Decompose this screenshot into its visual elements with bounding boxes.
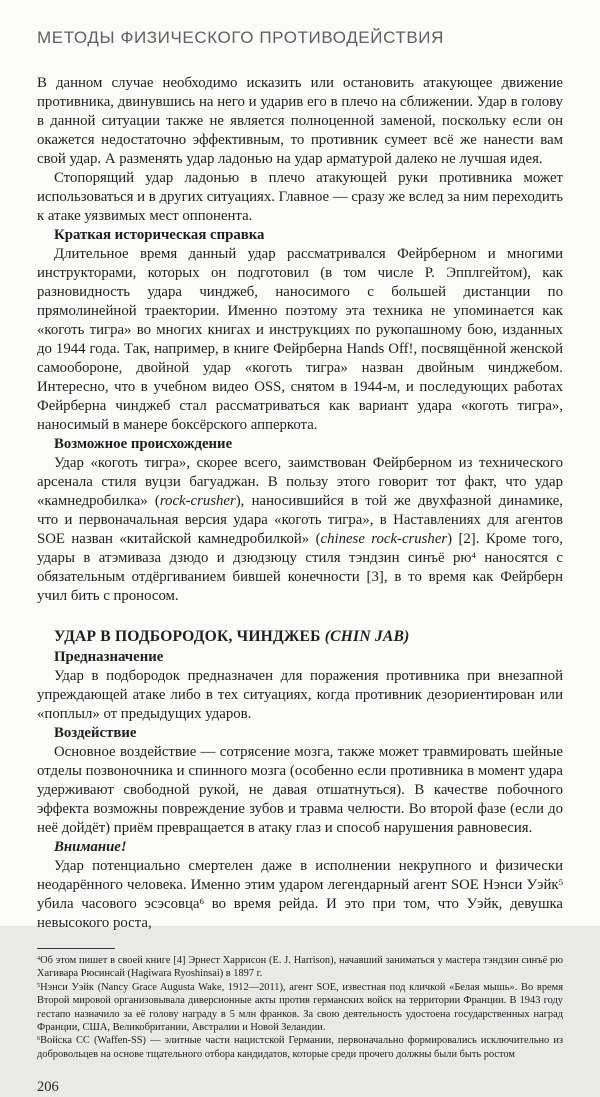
text-run: Нэнси Уэйк (Nancy Grace Augusta Wake, 1912—2011), агент SOE, известная под кличкой «Белая мышь». Во время Второй мировой организовывала диверсионные акты против германских войск на территории Франции. В 1943 году гестапо назначило за её голову награду в 5 млн франков. За свою деятельность удостоена государственных наград Франции, США, Великобритании, Австралии и Новой Зеландии.: [37, 981, 563, 1034]
text-run: Удар «коготь тигра», скорее всего, заимствован Фейрберном из технического арсенала стиля вуцзи багуаджан. В пользу этого говорит тот факт, что удар «камнедробилка» (: [37, 455, 563, 509]
footnote: [37, 981, 563, 1035]
paragraph: [37, 454, 563, 606]
text-run: Возможное происхождение: [54, 436, 233, 452]
text-run: Предназначение: [54, 649, 164, 665]
footnote-marker: 4: [471, 549, 476, 560]
paragraph: [37, 245, 563, 435]
paragraph: [37, 169, 563, 226]
footnotes: [37, 954, 563, 1061]
footnote: [37, 954, 563, 981]
text-run: ), наносившийся в той же двухфазной динамике, что и первоначальная версия удара «коготь тигра», в Наставлениях для агентов SOE назван «китайской камнедробилкой» (: [37, 493, 563, 547]
subsection-heading-warning: [37, 838, 563, 857]
subsection-heading-origin: [37, 435, 563, 454]
text-run: Удар потенциально смертелен даже в исполнении некрупного и физически неодарённого человека. Именно этим ударом легендарный агент SOE Нэнси Уэйк: [37, 858, 563, 893]
text-run: Удар в подбородок предназначен для поражения противника при внезапной упреждающей атаке либо в тех ситуациях, когда противник дезориентирован или «поплыл» от предыдущих ударов.: [37, 668, 563, 722]
page-body: [37, 74, 563, 933]
paragraph: [37, 857, 563, 933]
text-run: наносятся с обязательным отдёргиванием бившей конечности [3], в то время как Фейрберн учил бить с проносом.: [37, 550, 563, 604]
running-header: МЕТОДЫ ФИЗИЧЕСКОГО ПРОТИВОДЕЙСТВИЯ: [37, 28, 445, 47]
text-run: rock-crusher: [159, 493, 236, 509]
text-run: Войска СС (Waffen-SS) — элитные части нацистской Германии, первоначально формировались исключительно из добровольцев на основе тщательного отбора кандидатов, которые среди прочего должны были быть ростом: [37, 1035, 563, 1060]
text-run: В данном случае необходимо исказить или остановить атакующее движение противника, двинувшись на него и ударив его в плечо на сближении. Удар в голову в данной ситуации также не является полноценной заменой, поскольку если он окажется недостаточно эффективным, то противник сумеет всё же нанести вам свой удар. А разменять удар ладонью на удар арматурой далеко не лучшая идея.: [37, 75, 563, 167]
text-run: УДАР В ПОДБОРОДОК, ЧИНДЖЕБ: [54, 628, 325, 645]
footnote: [37, 1034, 563, 1061]
text-run: Воздействие: [54, 725, 137, 741]
text-run: Основное воздействие — сотрясение мозга, также может травмировать шейные отделы позвоночника и спинного мозга (особенно если противника в момент удара удерживают свободной рукой, не давая отшатнуться). В качестве побочного эффекта возможны повреждение зубов и травма челюсти. Во второй фазе (если до неё дойдёт) приём превращается в атаку глаз и способ нарушения равновесия.: [37, 744, 563, 836]
text-run: Краткая историческая справка: [54, 227, 265, 243]
footnote-marker: 5: [558, 876, 563, 887]
footnote-divider: [37, 948, 115, 949]
paragraph: [37, 667, 563, 724]
footnote-marker: 4: [37, 954, 41, 962]
footnote-marker: 5: [37, 981, 41, 989]
text-run: (CHIN JAB): [324, 628, 410, 645]
text-run: ) [2]. Кроме того, удары в атэмиваза дзюдо и дзюдзюцу стиля тэндзин синъё рю: [37, 531, 563, 566]
footnote-marker: 6: [37, 1035, 41, 1043]
subsection-heading-effect: [37, 724, 563, 743]
section-heading-chin-jab: [37, 627, 563, 646]
text-run: chinese rock-crusher: [320, 531, 448, 547]
text-run: Об этом пишет в своей книге [4] Эрнест Харрисон (E. J. Harrison), начавший заниматься у мастера тэндзин синъё рю Хагивара Рюсинсай (Hagiwara Ryoshinsai) в 1897 г.: [37, 955, 563, 980]
text-run: Длительное время данный удар рассматривался Фейрберном и многими инструкторами, которых он подготовил (в том числе Р. Эпплгейтом), как разновидность удара чинджеб, наносимого с большей дистанции по прямолинейной траектории. Именно поэтому эта техника не упоминается как «коготь тигра» во многих книгах и инструкциях по рукопашному бою, изданных до 1944 года. Так, например, в книге Фейрберна Hands Off!, посвящённой женской самообороне, двойной удар «коготь тигра» назван двойным чинджебом. Интересно, что в учебном видео OSS, снятом в 1944-м, и последующих работах Фейрберна чинджеб стал рассматриваться как вариант удара «коготь тигра», наносимый в манере боксёрского апперкота.: [37, 246, 563, 433]
page-number: 206: [37, 1079, 59, 1096]
subsection-heading-history: [37, 226, 563, 245]
text-run: Стопорящий удар ладонью в плечо атакующей руки противника может использоваться и в других ситуациях. Главное — сразу же вслед за ним переходить к атаке уязвимых мест оппонента.: [37, 170, 563, 224]
paragraph: [37, 74, 563, 169]
text-run: Внимание!: [54, 839, 127, 855]
subsection-heading-purpose: [37, 648, 563, 667]
text-run: во время рейда. И это при том, что Уэйк, девушка невысокого роста,: [37, 896, 563, 931]
text-run: убила часового эсэсовца: [37, 896, 200, 912]
footnote-marker: 6: [199, 895, 204, 906]
paragraph: [37, 743, 563, 838]
